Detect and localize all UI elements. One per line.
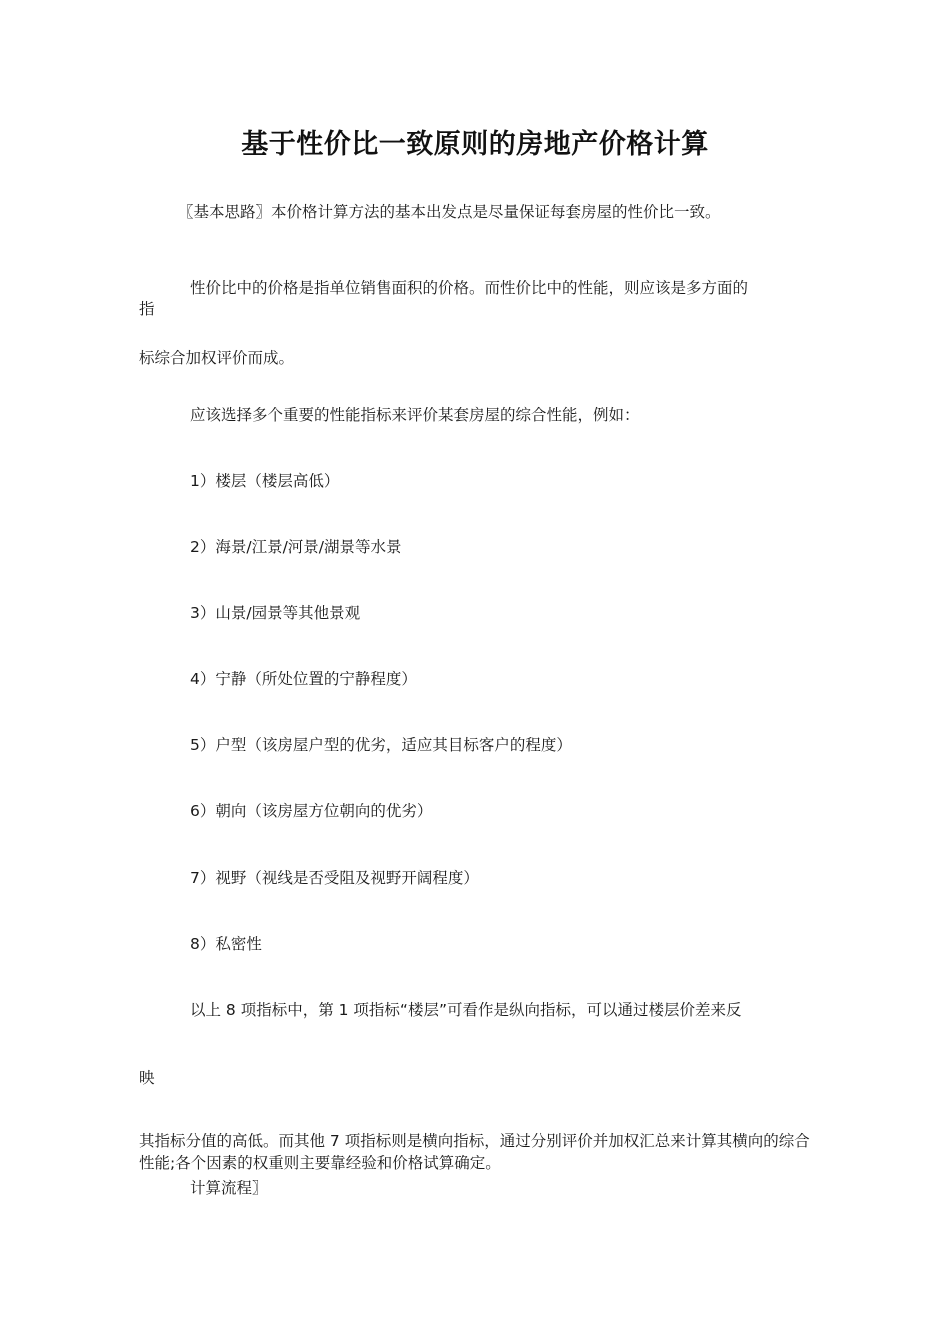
document-title: 基于性价比一致原则的房地产价格计算 (241, 129, 709, 160)
paragraph-3-line-2: 映 (139, 1069, 155, 1087)
list-item-8: 8）私密性 (190, 935, 262, 953)
list-item-6: 6）朝向（该房屋方位朝向的优劣） (190, 802, 433, 820)
list-item-4: 4）宁静（所处位置的宁静程度） (190, 670, 417, 688)
paragraph-1-line-3: 标综合加权评价而成。 (139, 349, 295, 367)
paragraph-1-line-2: 指 (139, 300, 155, 318)
list-item-2: 2）海景/江景/河景/湖景等水景 (190, 538, 402, 556)
list-item-1: 1）楼层（楼层高低） (190, 472, 340, 490)
paragraph-1-line-1: 性价比中的价格是指单位销售面积的价格。而性价比中的性能，则应该是多方面的 (190, 279, 749, 297)
list-item-5: 5）户型（该房屋户型的优劣，适应其目标客户的程度） (190, 736, 572, 754)
intro-paragraph: 〖基本思路〗本价格计算方法的基本出发点是尽量保证每套房屋的性价比一致。 (178, 203, 721, 221)
paragraph-2: 应该选择多个重要的性能指标来评价某套房屋的综合性能，例如： (190, 406, 640, 424)
list-item-7: 7）视野（视线是否受阻及视野开阔程度） (190, 869, 479, 887)
paragraph-3-line-1: 以上 8 项指标中，第 1 项指标“楼层”可看作是纵向指标，可以通过楼层价差来反 (190, 1001, 742, 1019)
list-item-3: 3）山景/园景等其他景观 (190, 604, 361, 622)
paragraph-4: 计算流程〗 (190, 1179, 268, 1197)
paragraph-3-line-3: 其指标分值的高低。而其他 7 项指标则是横向指标，通过分别评价并加权汇总来计算其横向的综合性能;各个因素的权重则主要靠经验和价格试算确定。 (139, 1132, 810, 1172)
